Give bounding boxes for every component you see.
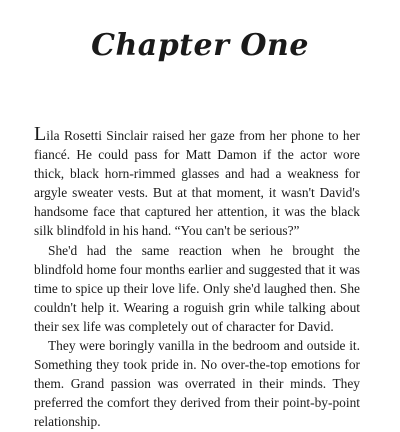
paragraph-1 <box>34 124 360 241</box>
chapter-title: Chapter One <box>91 28 309 63</box>
paragraph-1-text: ila Rosetti Sinclair raised her gaze from her phone to her fiancé. He could pass for Matt Damon if the actor wore thick, black horn-rimmed glasses and had a weakness for argyle sweater vests. But at that moment, it wasn't David's handsome face that captured her attention, it was the black silk blindfold in his hand. “You can't be serious?” <box>34 128 360 239</box>
chapter-body <box>34 124 360 432</box>
drop-cap: L <box>34 123 47 145</box>
paragraph-2: She'd had the same reaction when he brought the blindfold home four months earlier and suggested that it was time to spice up their love life. Only she'd laughed then. She couldn't help it. Wearing a roguish grin while talking about their sex life was completely out of character for David. <box>34 242 360 334</box>
paragraph-3: They were boringly vanilla in the bedroom and outside it. Something they took pride in. No over-the-top emotions for them. Grand passion was overrated in their minds. They preferred the comfort they derived from their point-by-point relationship. <box>34 338 360 430</box>
